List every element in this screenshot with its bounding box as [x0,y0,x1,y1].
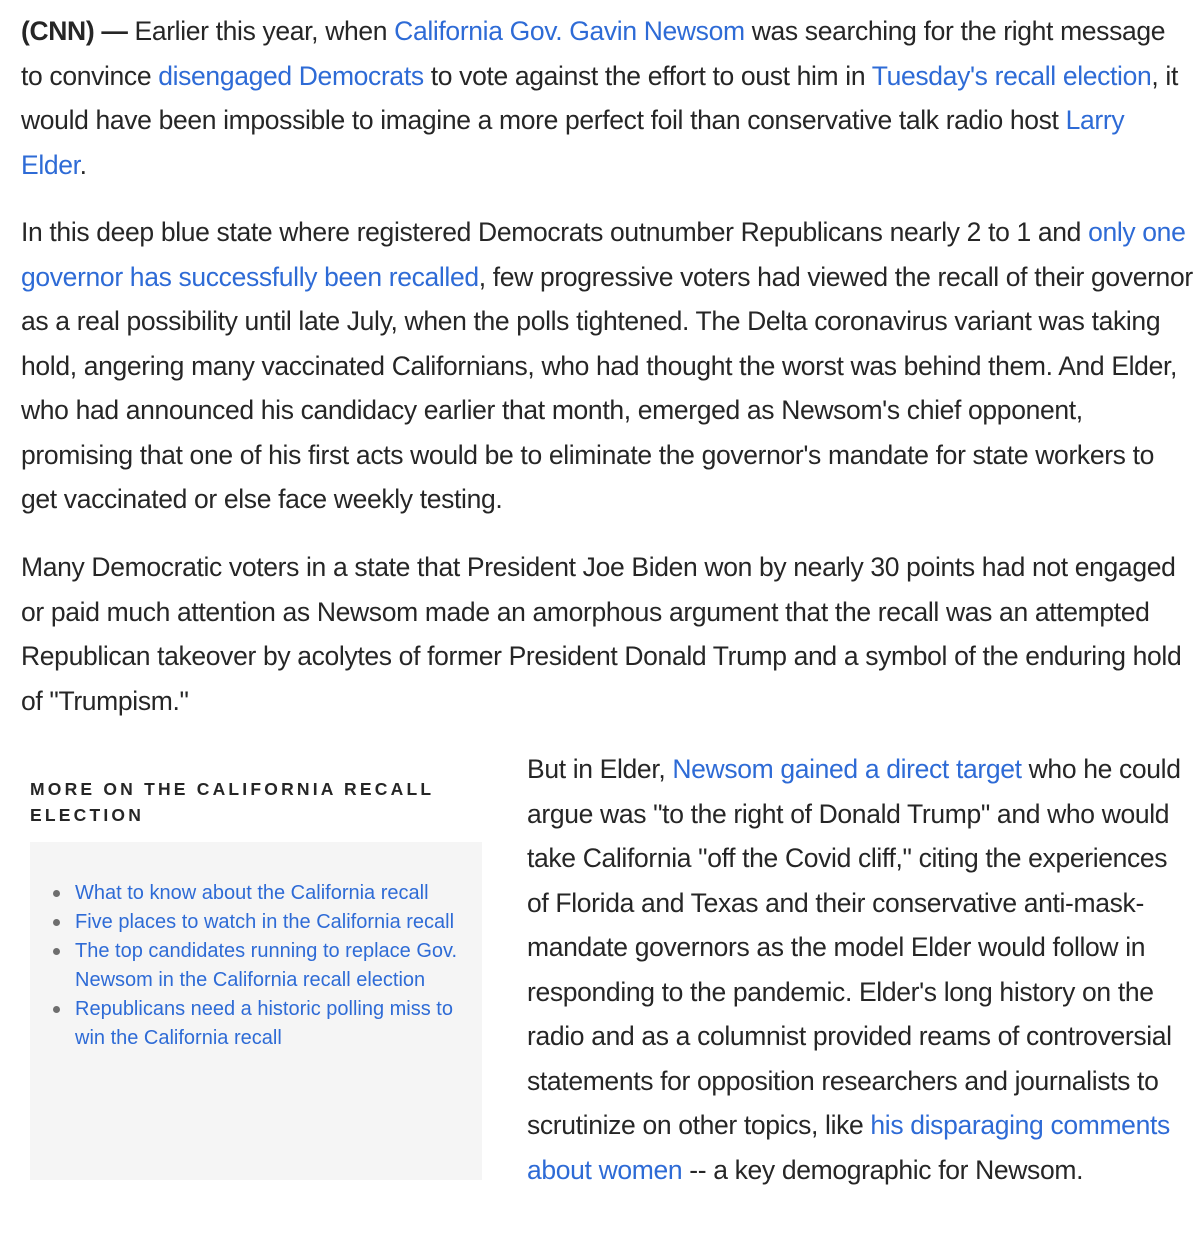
paragraph-text: In this deep blue state where registered Democrats outnumber Republicans nearly 2 to 1 and [21,217,1089,247]
related-link-item[interactable] [75,937,460,995]
dateline: (CNN) — [21,16,128,46]
paragraph-2 [21,210,1193,522]
related-link-top-candidates[interactable]: The top candidates running to replace Gov. Newsom in the California recall election [75,940,458,991]
bullet-icon [53,948,60,955]
link-disengaged-democrats[interactable]: disengaged Democrats [158,60,424,91]
paragraph-text: , few progressive voters had viewed the recall of their governor as a real possibility until late July, when the polls tightened. The Delta coronavirus variant was taking hold, angering many vaccinated Californians, who had thought the worst was behind them. And Elder, who had announced his candidacy earlier that month, emerged as Newsom's chief opponent, promising that one of his first acts would be to eliminate the governor's mandate for state workers to get vaccinated or else face weekly testing. [21,261,1193,514]
paragraph-text: who he could argue was "to the right of Donald Trump" and who would take California "off the Covid cliff," citing the experiences of Florida and Texas and their conservative anti-mask-mandate governors as the model Elder would follow in responding to the pandemic. Elder's long history on the radio and as a columnist provided reams of controversial statements for opposition researchers and journalists to scrutinize on other topics, like [527,754,1181,1140]
link-one-governor-recalled[interactable]: only one governor has successfully been recalled [21,217,1186,292]
related-link-item[interactable] [75,908,460,937]
paragraph-text: -- a key demographic for Newsom. [682,1154,1084,1185]
bullet-icon [53,919,60,926]
related-link-polling-miss[interactable]: Republicans need a historic polling miss to win the California recall [75,998,453,1049]
link-larry-elder[interactable]: Larry Elder [21,105,1125,180]
related-link-what-to-know[interactable]: What to know about the California recall [75,882,429,904]
paragraph-1 [21,9,1193,187]
paragraph-text: But in Elder, [527,754,673,784]
link-tuesdays-recall-election[interactable]: Tuesday's recall election [871,60,1152,91]
paragraph-text: to vote against the effort to oust him in [423,60,872,91]
related-link-item[interactable] [75,879,460,908]
related-link-five-places[interactable]: Five places to watch in the California recall [75,911,455,933]
related-links-list [75,879,460,1053]
paragraph-4 [527,747,1193,1192]
related-links-box [30,842,482,1180]
paragraph-text: , it would have been impossible to imagine a more perfect foil than conservative talk radio host [21,60,1178,135]
paragraph-text: Earlier this year, when [127,16,395,46]
bullet-icon [53,1006,60,1013]
link-direct-target[interactable]: Newsom gained a direct target [672,754,1022,784]
related-link-item[interactable] [75,995,460,1053]
link-gavin-newsom[interactable]: California Gov. Gavin Newsom [394,16,745,46]
paragraph-text: Many Democratic voters in a state that President Joe Biden won by nearly 30 points had not engaged or paid much attention as Newsom made an amorphous argument that the recall was an attempted Republican takeover by acolytes of former President Donald Trump and a symbol of the enduring hold of "Trumpism." [21,552,1182,716]
bullet-icon [53,890,60,897]
paragraph-text: . [79,149,87,180]
link-disparaging-comments[interactable]: his disparaging comments about women [527,1110,1170,1185]
sidebar-heading: MORE ON THE CALIFORNIA RECALL ELECTION [30,779,434,825]
paragraph-3 [21,545,1193,723]
paragraph-text: was searching for the right message to convince [21,16,1166,91]
